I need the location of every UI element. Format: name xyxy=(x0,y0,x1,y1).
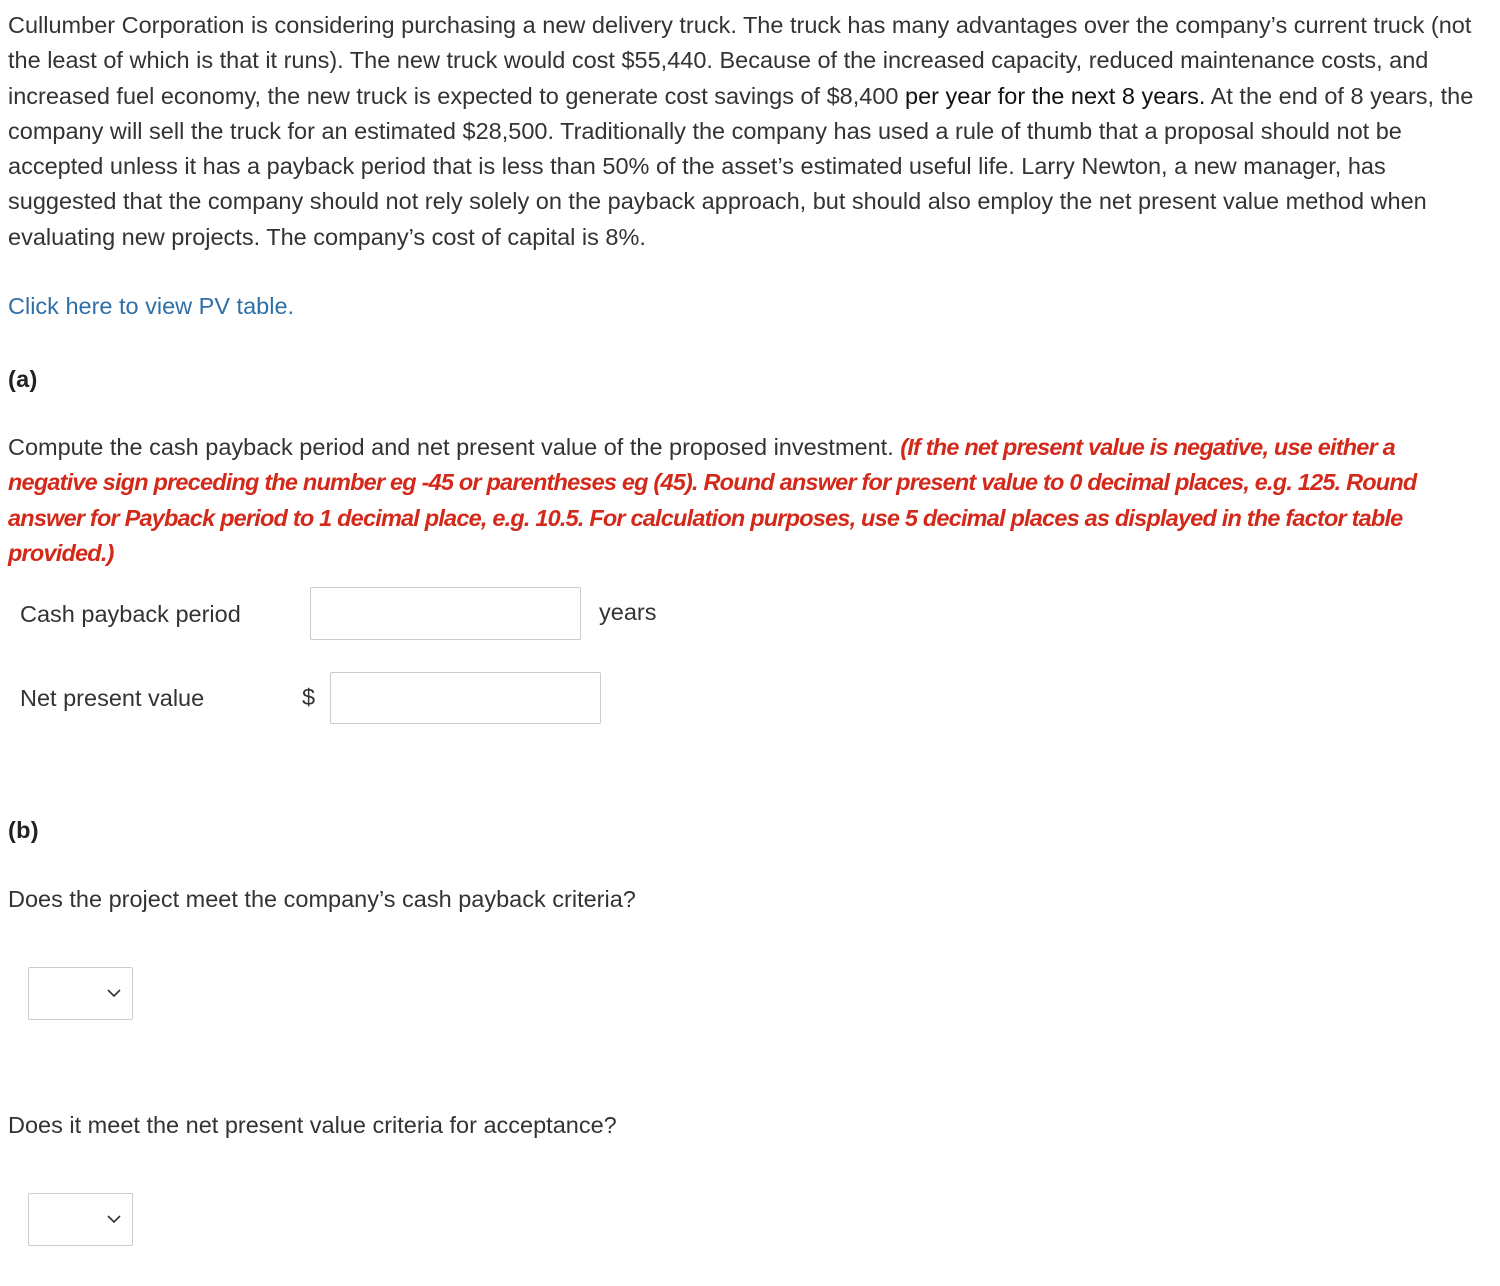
chevron-down-icon xyxy=(106,1211,122,1227)
payback-period-label: Cash payback period xyxy=(20,601,241,627)
problem-statement xyxy=(8,8,1498,255)
payback-period-input[interactable] xyxy=(310,587,581,640)
problem-text-part3: At the end of 8 years, the company will sell the truck for an estimated $28,500. Traditionally the company has used a rule of thumb that a proposal should not be accepted unless it has a payback period that is less than 50% of the asset’s estimated useful life. Larry Newton, a new manager, has suggested that the company should not rely solely on the payback approach, but should also employ the net present value method when evaluating new projects. The company’s cost of capital is 8%. xyxy=(8,82,1474,250)
part-b-label: (b) xyxy=(8,817,39,843)
part-a-label: (a) xyxy=(8,366,38,392)
npv-input[interactable] xyxy=(330,672,601,724)
part-a-question xyxy=(8,430,1488,571)
payback-criteria-select[interactable] xyxy=(28,967,133,1020)
payback-criteria-question: Does the project meet the company’s cash payback criteria? xyxy=(8,886,636,912)
payback-unit: years xyxy=(599,599,657,625)
chevron-down-icon xyxy=(106,985,122,1001)
part-a-question-text: Compute the cash payback period and net present value of the proposed investment. xyxy=(8,434,901,460)
part-a-instruction: (If the net present value is negative, use either a negative sign preceding the number eg -45 or parentheses eg (45). Round answer for present value to 0 decimal places, e.g. 125. Round answer for Payback period to 1 decimal place, e.g. 10.5. For calculation purposes, use 5 decimal places as displayed in the factor table provided.) xyxy=(8,434,1417,566)
currency-symbol: $ xyxy=(302,684,316,710)
problem-text-part1: Cullumber Corporation is considering purchasing a new delivery truck. The truck has many advantages over the company’s current truck (not the least of which is that it runs). The new truck would cost $55,440. Because of the increased capacity, reduced maintenance costs, and increased fuel economy, the new truck is expected to generate cost savings of $8,400 xyxy=(8,12,1472,109)
pv-table-link[interactable]: Click here to view PV table. xyxy=(8,293,295,319)
problem-text-part2: per year for the next 8 years. xyxy=(905,82,1206,109)
npv-label: Net present value xyxy=(20,685,205,711)
npv-criteria-select[interactable] xyxy=(28,1193,133,1246)
npv-criteria-question: Does it meet the net present value criteria for acceptance? xyxy=(8,1112,617,1138)
